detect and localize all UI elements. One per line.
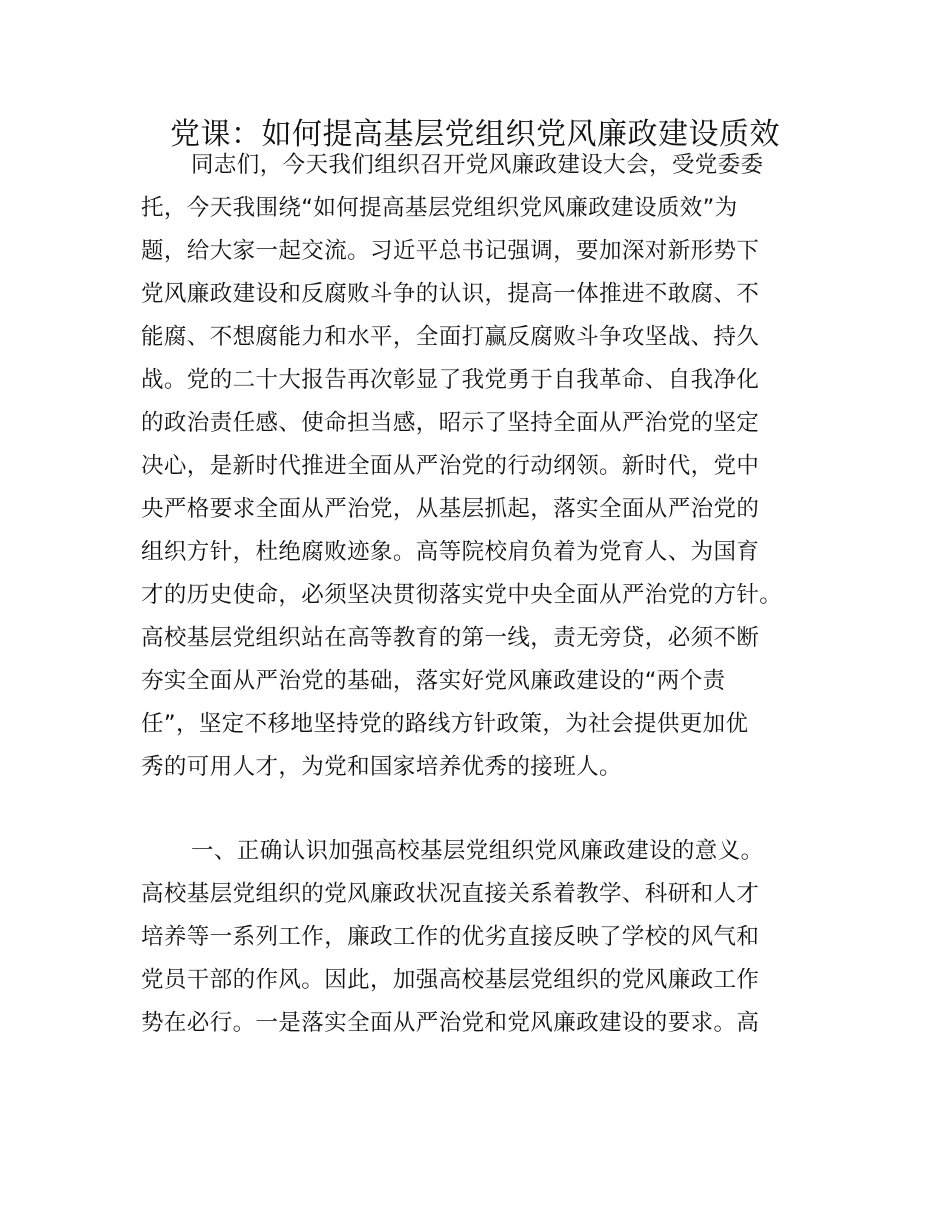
paragraph-line: 的政治责任感、使命担当感，昭示了坚持全面从严治党的坚定 <box>141 410 760 436</box>
paragraph-line: 高校基层党组织的党风廉政状况直接关系着教学、科研和人才 <box>141 881 760 907</box>
paragraph-line: 题，给大家一起交流。习近平总书记强调，要加深对新形势下 <box>141 238 760 264</box>
section-heading-line: 一、正确认识加强高校基层党组织党风廉政建设的意义。 <box>191 838 764 864</box>
paragraph-line: 能腐、不想腐能力和水平，全面打赢反腐败斗争攻坚战、持久 <box>141 324 760 350</box>
paragraph-line: 高校基层党组织站在高等教育的第一线，责无旁贷，必须不断 <box>141 625 760 651</box>
paragraph-line: 任”，坚定不移地坚持党的路线方针政策，为社会提供更加优 <box>141 711 749 737</box>
paragraph-line: 战。党的二十大报告再次彰显了我党勇于自我革命、自我净化 <box>141 367 760 393</box>
paragraph-line: 秀的可用人才，为党和国家培养优秀的接班人。 <box>141 754 622 780</box>
paragraph-line: 托，今天我围绕“如何提高基层党组织党风廉政建设质效”为 <box>141 195 738 221</box>
paragraph-line: 决心，是新时代推进全面从严治党的行动纲领。新时代，党中 <box>141 453 760 479</box>
paragraph-line: 夯实全面从严治党的基础，落实好党风廉政建设的“两个责 <box>141 668 726 694</box>
document-title: 党课：如何提高基层党组织党风廉政建设质效 <box>170 117 780 152</box>
paragraph-line: 势在必行。一是落实全面从严治党和党风廉政建设的要求。高 <box>141 1010 760 1036</box>
paragraph-line: 才的历史使命，必须坚决贯彻落实党中央全面从严治党的方针。 <box>141 582 783 608</box>
paragraph-line: 同志们，今天我们组织召开党风廉政建设大会，受党委委 <box>191 152 764 178</box>
paragraph-line: 党风廉政建设和反腐败斗争的认识，提高一体推进不敢腐、不 <box>141 281 760 307</box>
paragraph-line: 组织方针，杜绝腐败迹象。高等院校肩负着为党育人、为国育 <box>141 539 760 565</box>
paragraph-line: 央严格要求全面从严治党，从基层抓起，落实全面从严治党的 <box>141 496 760 522</box>
paragraph-line: 党员干部的作风。因此，加强高校基层党组织的党风廉政工作 <box>141 967 760 993</box>
paragraph-line: 培养等一系列工作，廉政工作的优劣直接反映了学校的风气和 <box>141 924 760 950</box>
